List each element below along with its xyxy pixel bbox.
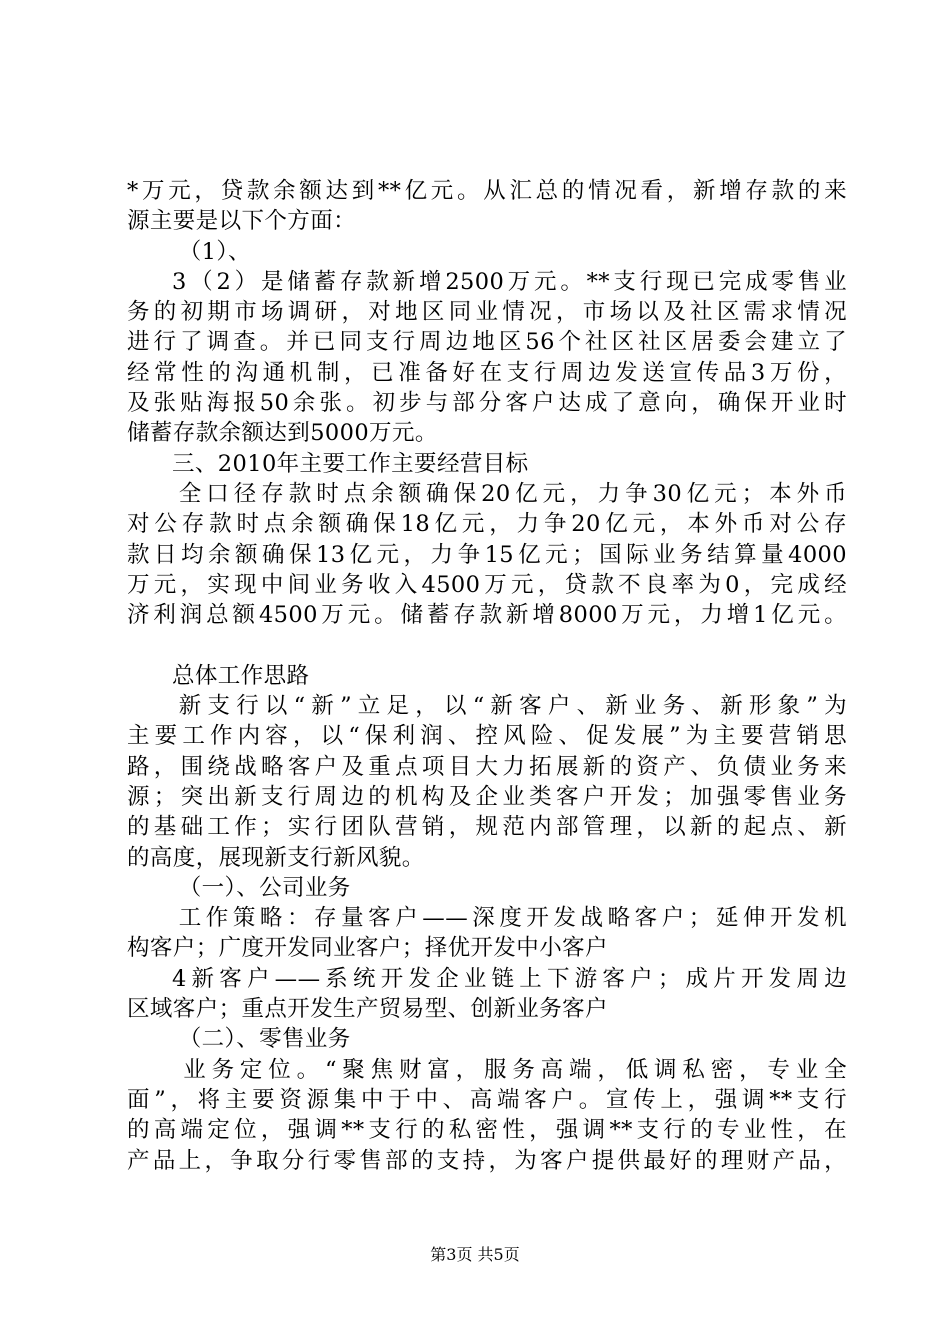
text-line: 构客户；广度开发同业客户；择优开发中小客户 xyxy=(127,935,608,962)
text-line: 源主要是以下个方面： xyxy=(127,208,357,235)
blank-line xyxy=(127,630,847,660)
page-footer: 第3页 共5页 xyxy=(430,1245,520,1264)
text-line: 全口径存款时点余额确保20亿元，力争30亿元；本外币 xyxy=(178,480,847,507)
text-line: 及张贴海报50余张。初步与部分客户达成了意向，确保开业时 xyxy=(127,390,847,417)
text-line: 务的初期市场调研，对地区同业情况，市场以及社区需求情况 xyxy=(127,299,847,326)
text-line: 款日均余额确保13亿元，力争15亿元；国际业务结算量4000 xyxy=(127,541,847,568)
text-line: 对公存款时点余额确保18亿元，力争20亿元，本外币对公存 xyxy=(127,511,847,538)
text-line: 面”，将主要资源集中于中、高端客户。宣传上，强调**支行 xyxy=(127,1086,847,1113)
text-line: 路，围绕战略客户及重点项目大力拓展新的资产、负债业务来 xyxy=(127,753,847,780)
text-line: （二）、零售业务 xyxy=(178,1026,351,1053)
text-line: 源；突出新支行周边的机构及企业类客户开发；加强零售业务 xyxy=(127,783,847,810)
text-line: 的高端定位，强调**支行的私密性，强调**支行的专业性，在 xyxy=(127,1117,847,1144)
text-line: 的高度，展现新支行新风貌。 xyxy=(127,844,425,871)
text-line: 三、2010年主要工作主要经营目标 xyxy=(172,450,529,477)
text-line: 总体工作思路 xyxy=(172,662,310,689)
text-line: （1）、 xyxy=(178,238,251,265)
text-line: 万元，实现中间业务收入4500万元，贷款不良率为0，完成经 xyxy=(127,571,847,598)
text-line: 的基础工作；实行团队营销，规范内部管理，以新的起点、新 xyxy=(127,814,847,841)
text-line: 工作策略：存量客户——深度开发战略客户；延伸开发机 xyxy=(178,905,847,932)
text-line: 3（2）是储蓄存款新增2500万元。**支行现已完成零售业 xyxy=(172,268,847,295)
text-line: 产品上，争取分行零售部的支持，为客户提供最好的理财产品， xyxy=(127,1147,847,1174)
text-line: 储蓄存款余额达到5000万元。 xyxy=(127,420,438,447)
text-line: 进行了调查。并已同支行周边地区56个社区社区居委会建立了 xyxy=(127,329,847,356)
text-line: *万元，贷款余额达到**亿元。从汇总的情况看，新增存款的来 xyxy=(127,178,847,204)
text-line: 主要工作内容，以“保利润、控风险、促发展”为主要营销思 xyxy=(127,723,847,750)
text-line: （一）、公司业务 xyxy=(178,874,351,901)
document-body xyxy=(127,176,847,1176)
text-line: 4新客户——系统开发企业链上下游客户；成片开发周边 xyxy=(172,965,847,992)
text-line: 业务定位。“聚焦财富，服务高端，低调私密，专业全 xyxy=(183,1056,847,1083)
text-line: 济利润总额4500万元。储蓄存款新增8000万元，力增1亿元。 xyxy=(127,602,847,629)
text-line: 新支行以“新”立足，以“新客户、新业务、新形象”为 xyxy=(178,693,847,720)
text-line: 经常性的沟通机制，已准备好在支行周边发送宣传品3万份， xyxy=(127,359,847,386)
text-line: 区域客户；重点开发生产贸易型、创新业务客户 xyxy=(127,996,608,1023)
